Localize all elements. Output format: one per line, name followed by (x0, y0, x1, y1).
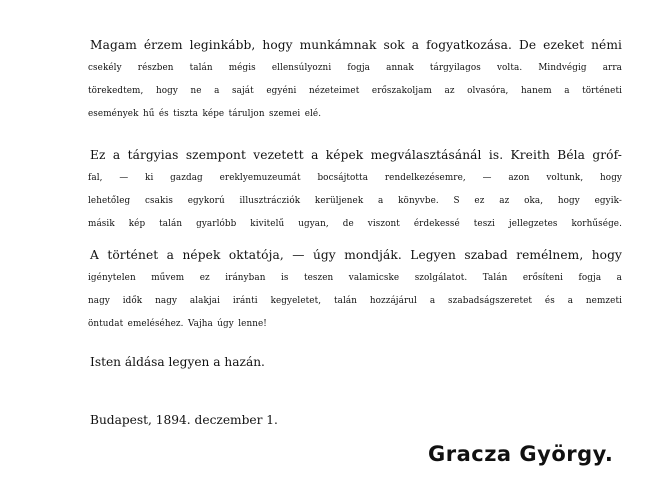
text-line: törekedtem, hogy ne a saját egyéni nézeteimet erőszakoljam az olvasóra, hanem a történeti (88, 86, 622, 96)
text-line: öntudat emeléséhez. Vajha úgy lenne! (88, 319, 267, 329)
text-line: A történet a népek oktatója, — úgy mondják. Legyen szabad remélnem, hogy (90, 248, 622, 262)
paragraph-intro (90, 34, 622, 126)
text-line: lehetőleg csakis egykorú illusztrácziók kerüljenek a könyvbe. S ez az oka, hogy egyik- (88, 196, 622, 206)
author-signature: Gracza György. (428, 442, 614, 466)
closing-blessing: Isten áldása legyen a hazán. (90, 355, 265, 369)
text-line: igénytelen művem ez irányban is teszen valamicske szolgálatot. Talán erősíteni fogja a (88, 273, 622, 283)
paragraph-history (90, 244, 622, 336)
text-line: fal, — ki gazdag ereklyemuzeumát bocsájtotta rendelkezésemre, — azon voltunk, hogy (88, 173, 622, 183)
paragraph-illustrations (90, 144, 622, 236)
text-line: Ez a tárgyias szempont vezetett a képek megválasztásánál is. Kreith Béla gróf- (90, 148, 622, 162)
text-line: másik kép talán gyarlóbb kivitelű ugyan, de viszont érdekessé teszi jellegzetes korhűsége. (88, 219, 622, 229)
text-line: nagy idők nagy alakjai iránti kegyeletet, talán hozzájárul a szabadságszeretet és a nemzeti (88, 296, 622, 306)
text-line: Magam érzem leginkább, hogy munkámnak sok a fogyatkozása. De ezeket némi (90, 38, 622, 52)
text-line: események hű és tiszta képe táruljon szemei elé. (88, 109, 322, 119)
dateline: Budapest, 1894. deczember 1. (90, 413, 278, 427)
text-line: csekély részben talán mégis ellensúlyozni fogja annak tárgyilagos volta. Mindvégig arra (88, 63, 622, 73)
